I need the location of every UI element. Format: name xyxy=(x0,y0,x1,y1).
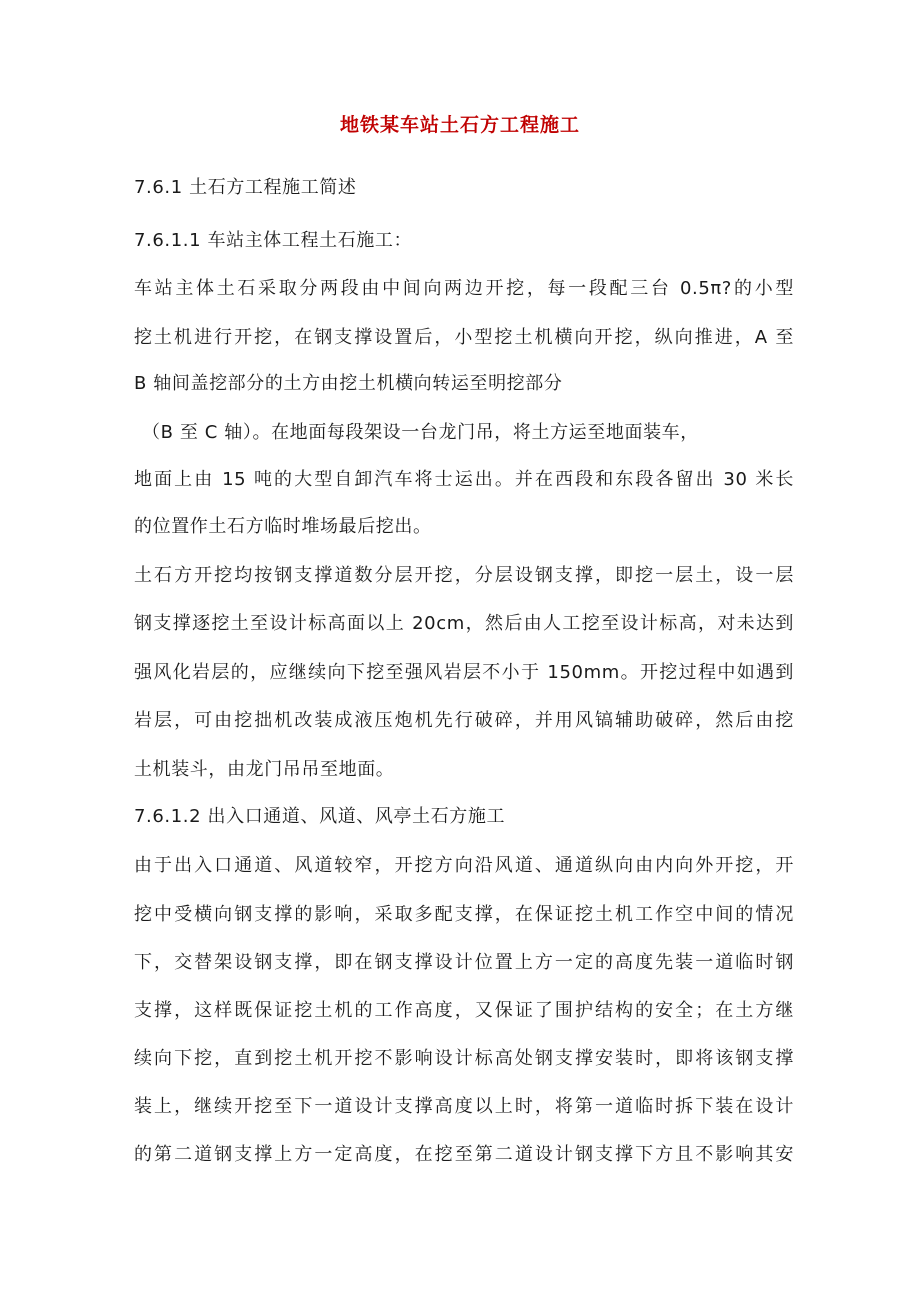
paragraph-line: 的第二道钢支撑上方一定高度，在挖至第二道设计钢支撑下方且不影响其安 xyxy=(134,1144,794,1165)
subsection-heading: 7.6.1.2 出入口通道、风道、风亭土石方施工 xyxy=(134,806,506,827)
paragraph-line: （B 至 C 轴）。在地面每段架设一台龙门吊，将土方运至地面装车， xyxy=(142,422,699,443)
paragraph-line: 支撑，这样既保证挖土机的工作高度，又保证了围护结构的安全；在土方继 xyxy=(134,1000,794,1021)
section-heading: 7.6.1 土石方工程施工简述 xyxy=(134,177,357,198)
paragraph-line: 岩层，可由挖拙机改装成液压炮机先行破碎，并用风镐辅助破碎，然后由挖 xyxy=(134,710,794,731)
paragraph-line: 的位置作土石方临时堆场最后挖出。 xyxy=(134,516,432,537)
paragraph-line: 挖土机进行开挖，在钢支撑设置后，小型挖土机横向开挖，纵向推进，A 至 xyxy=(134,327,794,348)
document-title: 地铁某车站土石方工程施工 xyxy=(339,114,580,136)
paragraph-line: 挖中受横向钢支撑的影响，采取多配支撑，在保证挖土机工作空中间的情况 xyxy=(134,904,794,925)
subsection-heading: 7.6.1.1 车站主体工程土石施工： xyxy=(134,230,413,251)
paragraph-line: 续向下挖，直到挖土机开挖不影响设计标高处钢支撑安装时，即将该钢支撑 xyxy=(134,1048,794,1069)
paragraph-line: 装上，继续开挖至下一道设计支撑高度以上时，将第一道临时拆下装在设计 xyxy=(134,1096,794,1117)
paragraph-line: 地面上由 15 吨的大型自卸汽车将士运出。并在西段和东段各留出 30 米长 xyxy=(134,469,794,490)
paragraph-line: 车站主体土石采取分两段由中间向两边开挖，每一段配三台 0.5π?的小型 xyxy=(134,278,794,299)
paragraph-line: B 轴间盖挖部分的土方由挖土机横向转运至明挖部分 xyxy=(134,373,563,394)
paragraph-line: 土石方开挖均按钢支撑道数分层开挖，分层设钢支撑，即挖一层土，设一层 xyxy=(134,565,794,586)
paragraph-line: 强风化岩层的，应继续向下挖至强风岩层不小于 150mm。开挖过程中如遇到 xyxy=(134,662,794,683)
paragraph-line: 由于出入口通道、风道较窄，开挖方向沿风道、通道纵向由内向外开挖，开 xyxy=(134,855,794,876)
paragraph-line: 土机装斗，由龙门吊吊至地面。 xyxy=(134,759,395,780)
paragraph-line: 钢支撑逐挖土至设计标高面以上 20cm，然后由人工挖至设计标高，对未达到 xyxy=(134,613,794,634)
paragraph-line: 下，交替架设钢支撑，即在钢支撑设计位置上方一定的高度先装一道临时钢 xyxy=(134,952,794,973)
